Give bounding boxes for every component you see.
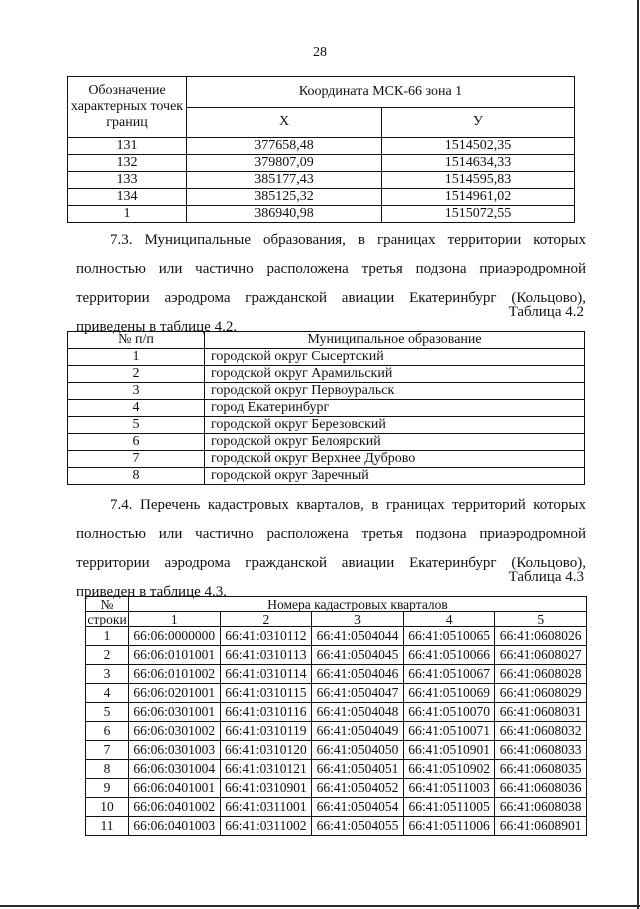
coordinates-table (67, 76, 575, 223)
header-y: У (382, 107, 575, 138)
cadastral-column-number: 2 (220, 612, 312, 627)
cadastral-quarter-cell: 66:41:0608029 (495, 684, 587, 703)
cadastral-quarter-cell: 66:41:0310901 (220, 779, 312, 798)
table-row (68, 468, 585, 485)
cadastral-quarter-cell: 66:41:0504051 (312, 760, 404, 779)
table-row (68, 349, 585, 366)
table-row (68, 138, 575, 155)
municipality-number: 7 (68, 451, 205, 468)
coord-cell-y: 1514634,33 (382, 155, 575, 172)
header-x: X (187, 107, 382, 138)
coord-cell-x: 385177,43 (187, 172, 382, 189)
cadastral-quarter-cell: 66:06:0000000 (129, 627, 221, 646)
coord-cell-point: 1 (68, 206, 187, 223)
cadastral-quarter-cell: 66:41:0504050 (312, 741, 404, 760)
paragraph-7-4: 7.4. Перечень кадастровых кварталов, в границах территорий которых полностью или частично расположена третья подзона приаэродромной территории аэродрома гражданской авиации Екатеринбург (Кольцово), приведен в таблице 4.3. (76, 497, 586, 600)
cadastral-column-number: 1 (129, 612, 221, 627)
cadastral-quarter-cell: 66:41:0504046 (312, 665, 404, 684)
cadastral-quarter-cell: 66:41:0310116 (220, 703, 312, 722)
table-row (86, 817, 587, 836)
municipality-name: городской округ Сысертский (205, 349, 585, 366)
cadastral-quarter-cell: 66:41:0510065 (403, 627, 495, 646)
cadastral-quarter-cell: 66:41:0510901 (403, 741, 495, 760)
municipality-number: 8 (68, 468, 205, 485)
header-coordinate-system: Координата МСК-66 зона 1 (187, 77, 575, 108)
cadastral-table (85, 596, 587, 836)
cadastral-quarter-cell: 66:41:0608026 (495, 627, 587, 646)
municipality-number: 6 (68, 434, 205, 451)
cadastral-quarter-cell: 66:41:0310112 (220, 627, 312, 646)
cadastral-column-number: 5 (495, 612, 587, 627)
municipality-number: 2 (68, 366, 205, 383)
municipality-name: городской округ Первоуральск (205, 383, 585, 400)
cadastral-row-number: 8 (86, 760, 129, 779)
table-row (86, 646, 587, 665)
cadastral-quarter-cell: 66:41:0310114 (220, 665, 312, 684)
table-row (68, 451, 585, 468)
municipality-number: 3 (68, 383, 205, 400)
cadastral-row-number: 9 (86, 779, 129, 798)
cadastral-column-number: 3 (312, 612, 404, 627)
table-row (86, 760, 587, 779)
header-number: № п/п (68, 332, 205, 349)
header-row-number-bottom: строки (87, 611, 127, 627)
cadastral-quarter-cell: 66:41:0510070 (403, 703, 495, 722)
table-row (86, 779, 587, 798)
cadastral-quarter-cell: 66:41:0511005 (403, 798, 495, 817)
cadastral-row-number: 5 (86, 703, 129, 722)
cadastral-quarter-cell: 66:41:0504054 (312, 798, 404, 817)
cadastral-quarter-cell: 66:41:0511003 (403, 779, 495, 798)
cadastral-quarter-cell: 66:41:0510902 (403, 760, 495, 779)
cadastral-quarter-cell: 66:41:0311001 (220, 798, 312, 817)
cadastral-quarter-cell: 66:06:0101002 (129, 665, 221, 684)
table-row (68, 189, 575, 206)
coord-cell-y: 1515072,55 (382, 206, 575, 223)
page-number: 28 (313, 45, 327, 60)
paragraph-7-3: 7.3. Муниципальные образования, в границах территории которых полностью или частично расположена третья подзона приаэродромной территории аэродрома гражданской авиации Екатеринбург (Кольцово), приведены в таблице 4.2. (76, 232, 586, 335)
table-row (86, 722, 587, 741)
municipalities-table (67, 331, 585, 485)
coord-cell-point: 132 (68, 155, 187, 172)
cadastral-quarter-cell: 66:41:0510067 (403, 665, 495, 684)
cadastral-quarter-cell: 66:41:0608901 (495, 817, 587, 836)
header-boundary-points: Обозначение характерных точек границ (68, 77, 187, 138)
table-row (86, 798, 587, 817)
table-4-3-label: Таблица 4.3 (508, 569, 584, 585)
municipality-name: городской округ Белоярский (205, 434, 585, 451)
page-edge-bottom (0, 905, 640, 907)
cadastral-quarter-cell: 66:06:0401003 (129, 817, 221, 836)
coord-cell-point: 131 (68, 138, 187, 155)
table-row (68, 206, 575, 223)
table-row (68, 383, 585, 400)
coord-cell-x: 379807,09 (187, 155, 382, 172)
cadastral-row-number: 4 (86, 684, 129, 703)
coord-cell-y: 1514961,02 (382, 189, 575, 206)
municipality-name: город Екатеринбург (205, 400, 585, 417)
header-row-number-top: № (86, 597, 129, 612)
table-4-2-label: Таблица 4.2 (508, 304, 584, 320)
coord-cell-x: 386940,98 (187, 206, 382, 223)
table-row (68, 434, 585, 451)
cadastral-row-number: 2 (86, 646, 129, 665)
municipality-name: городской округ Березовский (205, 417, 585, 434)
municipality-number: 4 (68, 400, 205, 417)
header-cadastral-quarters: Номера кадастровых кварталов (129, 597, 587, 612)
table-row (68, 417, 585, 434)
cadastral-quarter-cell: 66:41:0310113 (220, 646, 312, 665)
cadastral-quarter-cell: 66:06:0301004 (129, 760, 221, 779)
cadastral-quarter-cell: 66:41:0510069 (403, 684, 495, 703)
cadastral-quarter-cell: 66:41:0511006 (403, 817, 495, 836)
municipality-name: городской округ Арамильский (205, 366, 585, 383)
table-row (86, 665, 587, 684)
cadastral-quarter-cell: 66:41:0608028 (495, 665, 587, 684)
coord-cell-point: 134 (68, 189, 187, 206)
coord-cell-x: 377658,48 (187, 138, 382, 155)
cadastral-quarter-cell: 66:41:0608027 (495, 646, 587, 665)
table-row (68, 155, 575, 172)
cadastral-quarter-cell: 66:41:0608033 (495, 741, 587, 760)
cadastral-quarter-cell: 66:41:0504048 (312, 703, 404, 722)
cadastral-quarter-cell: 66:41:0504049 (312, 722, 404, 741)
cadastral-quarter-cell: 66:06:0201001 (129, 684, 221, 703)
cadastral-quarter-cell: 66:06:0301001 (129, 703, 221, 722)
cadastral-quarter-cell: 66:41:0504047 (312, 684, 404, 703)
coord-cell-point: 133 (68, 172, 187, 189)
cadastral-quarter-cell: 66:41:0608032 (495, 722, 587, 741)
cadastral-row-number: 7 (86, 741, 129, 760)
table-row (86, 627, 587, 646)
municipality-number: 1 (68, 349, 205, 366)
cadastral-quarter-cell: 66:41:0504045 (312, 646, 404, 665)
coord-cell-y: 1514502,35 (382, 138, 575, 155)
cadastral-row-number: 10 (86, 798, 129, 817)
cadastral-quarter-cell: 66:41:0504052 (312, 779, 404, 798)
cadastral-row-number: 11 (86, 817, 129, 836)
table-row (68, 400, 585, 417)
table-row (86, 703, 587, 722)
table-row (68, 366, 585, 383)
cadastral-quarter-cell: 66:06:0401001 (129, 779, 221, 798)
page-edge-right (637, 0, 639, 909)
cadastral-quarter-cell: 66:06:0301003 (129, 741, 221, 760)
cadastral-row-number: 3 (86, 665, 129, 684)
cadastral-quarter-cell: 66:41:0608038 (495, 798, 587, 817)
cadastral-row-number: 6 (86, 722, 129, 741)
table-row (68, 172, 575, 189)
cadastral-quarter-cell: 66:06:0401002 (129, 798, 221, 817)
cadastral-quarter-cell: 66:41:0504055 (312, 817, 404, 836)
cadastral-quarter-cell: 66:41:0504044 (312, 627, 404, 646)
cadastral-quarter-cell: 66:41:0310121 (220, 760, 312, 779)
cadastral-quarter-cell: 66:41:0608035 (495, 760, 587, 779)
table-row (86, 741, 587, 760)
cadastral-quarter-cell: 66:06:0301002 (129, 722, 221, 741)
cadastral-quarter-cell: 66:41:0310119 (220, 722, 312, 741)
cadastral-column-number: 4 (403, 612, 495, 627)
cadastral-quarter-cell: 66:41:0310120 (220, 741, 312, 760)
table-row (86, 684, 587, 703)
header-municipality: Муниципальное образование (205, 332, 585, 349)
cadastral-quarter-cell: 66:41:0310115 (220, 684, 312, 703)
cadastral-quarter-cell: 66:41:0608036 (495, 779, 587, 798)
municipality-name: городской округ Заречный (205, 468, 585, 485)
cadastral-quarter-cell: 66:41:0510066 (403, 646, 495, 665)
cadastral-row-number: 1 (86, 627, 129, 646)
cadastral-quarter-cell: 66:06:0101001 (129, 646, 221, 665)
cadastral-quarter-cell: 66:41:0510071 (403, 722, 495, 741)
coord-cell-y: 1514595,83 (382, 172, 575, 189)
municipality-number: 5 (68, 417, 205, 434)
cadastral-quarter-cell: 66:41:0311002 (220, 817, 312, 836)
coord-cell-x: 385125,32 (187, 189, 382, 206)
cadastral-quarter-cell: 66:41:0608031 (495, 703, 587, 722)
municipality-name: городской округ Верхнее Дуброво (205, 451, 585, 468)
